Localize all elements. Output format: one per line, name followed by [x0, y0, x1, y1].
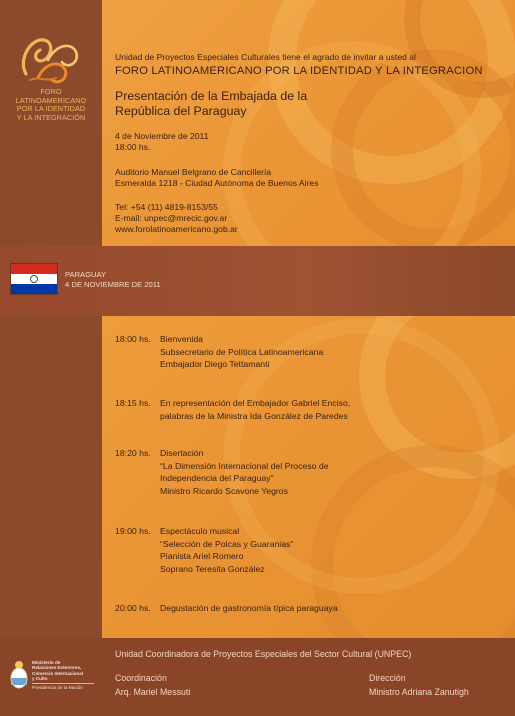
event-venue: [115, 167, 319, 189]
forum-logo: [8, 30, 94, 120]
program-time: 20:00 hs.: [115, 603, 151, 613]
contact-phone: Tel: +54 (11) 4819-8153/55: [115, 202, 218, 212]
program-item: [115, 525, 475, 585]
coordination-name: Arq. Mariel Messuti: [115, 687, 191, 697]
paraguay-flag-icon: [11, 264, 57, 294]
program-line: Soprano Teresita González: [160, 563, 265, 574]
forum-title: FORO LATINOAMERICANO POR LA IDENTIDAD Y LA INTEGRACION: [115, 65, 483, 77]
program-item: [115, 447, 475, 507]
ministry-line-2: Relaciones Exteriores,: [32, 665, 82, 671]
contact-info: [115, 202, 238, 236]
program-line: Degustación de gastronomía típica paraguaya: [160, 603, 338, 613]
coat-of-arms-icon: [9, 660, 29, 690]
footer: [0, 638, 515, 716]
contact-website[interactable]: www.forolatinoamericano.gob.ar: [115, 224, 238, 235]
program-line: Bienvenida: [160, 334, 203, 344]
program-item: [115, 602, 475, 618]
intro-text: Unidad de Proyectos Especiales Culturales tiene el agrado de invitar a usted al: [115, 52, 416, 62]
direction-label: Dirección: [369, 673, 406, 683]
ministry-line-4: y Culto: [32, 676, 48, 682]
event-date: 4 de Noviembre de 2011: [115, 131, 209, 141]
program-time: 18:00 hs.: [115, 334, 151, 344]
ministry-line-1: Ministerio de: [32, 660, 61, 665]
program-item: [115, 333, 475, 383]
logo-line-3: Y LA INTEGRACIÓN: [16, 112, 86, 122]
program-panel: [102, 316, 515, 638]
program-line: Pianista Ariel Romero: [160, 551, 244, 562]
program-time: 18:20 hs.: [115, 448, 151, 458]
ministry-logo: [9, 658, 93, 700]
ministry-line-3: Comercio Internacional: [32, 670, 84, 676]
forum-logo-icon: [8, 30, 94, 88]
program-item: [115, 397, 475, 427]
event-time: 18:00 hs.: [115, 142, 151, 153]
country-band: [0, 246, 515, 316]
program-line: Ministro Ricardo Scavone Yegros: [160, 485, 288, 496]
program-line: En representación del Embajador Gabriel Enciso,: [160, 398, 351, 408]
presentation-line-1: Presentación de la Embajada de la: [115, 89, 308, 103]
program-time: 18:15 hs.: [115, 398, 151, 408]
footer-unit: Unidad Coordinadora de Proyectos Especiales del Sector Cultural (UNPEC): [115, 649, 412, 659]
program-time: 19:00 hs.: [115, 526, 151, 536]
contact-email[interactable]: E-mail: unpec@mrecic.gov.ar: [115, 213, 228, 224]
invitation-panel: [102, 0, 515, 246]
coordination-label: Coordinación: [115, 673, 167, 683]
program-line: Disertación: [160, 448, 204, 458]
program-line: Independencia del Paraguay”: [160, 473, 274, 484]
presentation-title: [115, 89, 307, 119]
direction-name: Ministro Adriana Zanutigh: [369, 687, 469, 697]
event-when: [115, 131, 208, 153]
program-line: “La Dimensión Internacional del Proceso de: [160, 460, 329, 471]
program-line: Espectáculo musical: [160, 526, 240, 536]
program-line: Subsecretario de Política Latinoamericana: [160, 346, 324, 357]
presentation-line-2: República del Paraguay: [115, 104, 247, 118]
venue-line-1: Auditorio Manuel Belgrano de Cancillería: [115, 167, 272, 177]
logo-line-1: FORO LATINOAMERICANO: [15, 87, 87, 105]
program-line: Embajador Diego Tettamanti: [160, 359, 270, 370]
band-country: PARAGUAY: [65, 270, 107, 279]
presidency-label: Presidencia de la Nación: [32, 683, 94, 690]
logo-line-2: POR LA IDENTIDAD: [16, 104, 86, 113]
program-line: palabras de la Ministra Ida González de Paredes: [160, 410, 348, 421]
program-line: “Selección de Polcas y Guaranias”: [160, 538, 294, 549]
venue-line-2: Esmeralda 1218 - Ciudad Autónoma de Buenos Aires: [115, 178, 319, 189]
band-date: 4 DE NOVIEMBRE DE 2011: [65, 280, 161, 289]
